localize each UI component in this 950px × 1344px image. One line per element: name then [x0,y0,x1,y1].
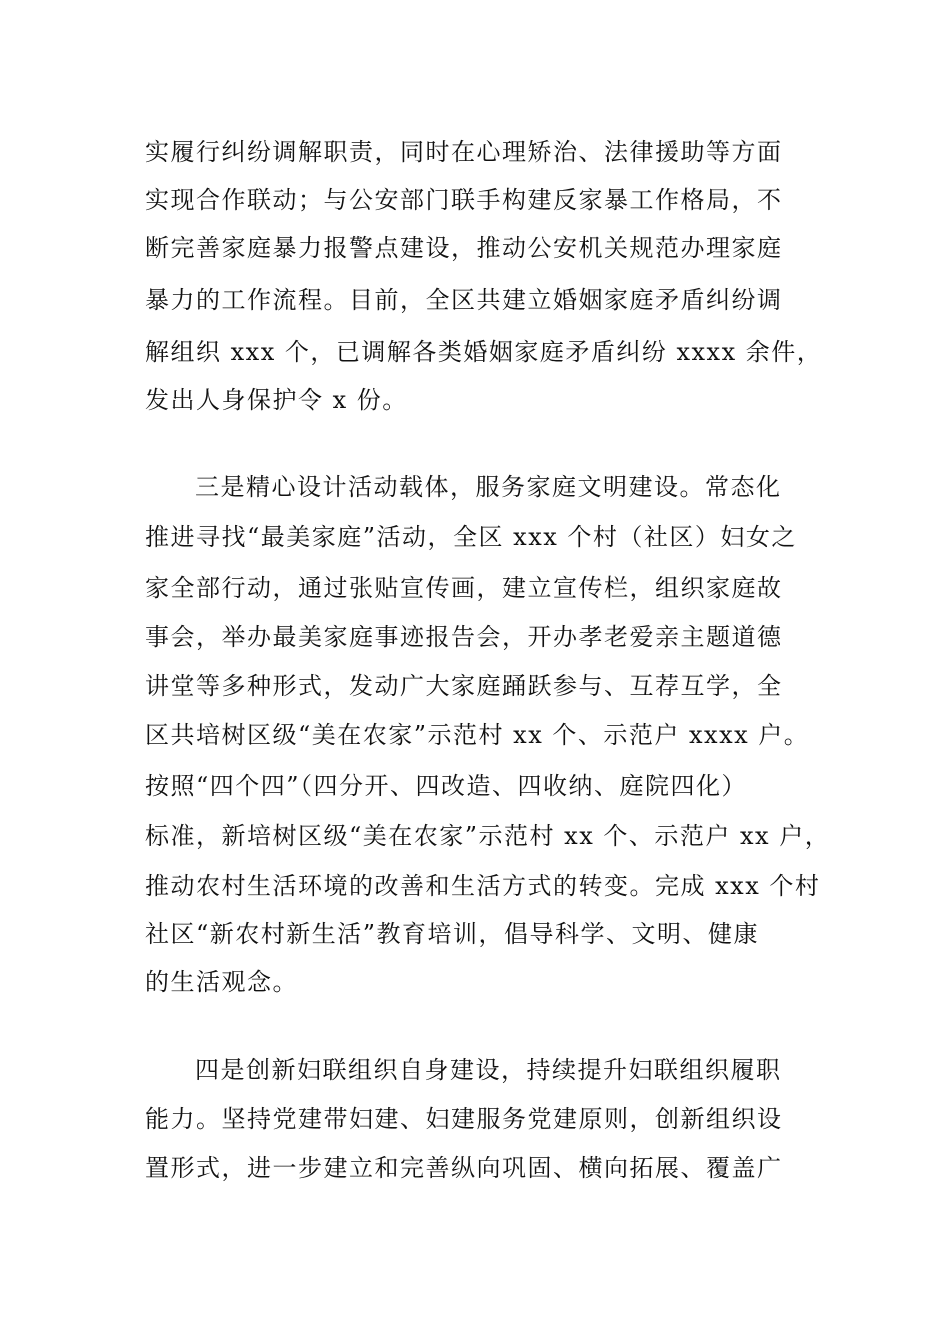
text-line: 讲堂等多种形式，发动广大家庭踊跃参与、互荐互学，全 [145,672,783,700]
text-line: 按照“四个四”（四分开、四改造、四收纳、庭院四化） [145,772,748,800]
text-line: 家全部行动，通过张贴宣传画，建立宣传栏，组织家庭故 [145,574,783,602]
text-line: 推进寻找“最美家庭”活动，全区 xxx 个村（社区）妇女之 [145,523,797,551]
text-line: 区共培树区级“美在农家”示范村 xx 个、示范户 xxxx 户。 [145,721,810,749]
text-line: 实履行纠纷调解职责，同时在心理矫治、法律援助等方面 [145,138,783,166]
text-line: 社区“新农村新生活”教育培训，倡导科学、文明、健康 [145,920,760,948]
text-line: 三是精心设计活动载体，服务家庭文明建设。常态化 [195,473,782,501]
text-line: 解组织 xxx 个，已调解各类婚姻家庭矛盾纠纷 xxxx 余件， [145,338,823,366]
text-line: 置形式，进一步建立和完善纵向巩固、横向拓展、覆盖广 [145,1154,783,1182]
text-line: 断完善家庭暴力报警点建设，推动公安机关规范办理家庭 [145,234,783,262]
text-line: 事会，举办最美家庭事迹报告会，开办孝老爱亲主题道德 [145,623,783,651]
text-line: 四是创新妇联组织自身建设，持续提升妇联组织履职 [195,1056,782,1084]
text-line: 标准，新培树区级“美在农家”示范村 xx 个、示范户 xx 户， [145,822,831,850]
text-line: 发出人身保护令 x 份。 [145,386,408,414]
text-line: 的生活观念。 [145,968,298,996]
text-line: 推动农村生活环境的改善和生活方式的转变。完成 xxx 个村 [145,872,821,900]
text-line: 实现合作联动；与公安部门联手构建反家暴工作格局，不 [145,186,783,214]
text-line: 暴力的工作流程。目前，全区共建立婚姻家庭矛盾纠纷调 [145,286,783,314]
text-line: 能力。坚持党建带妇建、妇建服务党建原则，创新组织设 [145,1105,783,1133]
